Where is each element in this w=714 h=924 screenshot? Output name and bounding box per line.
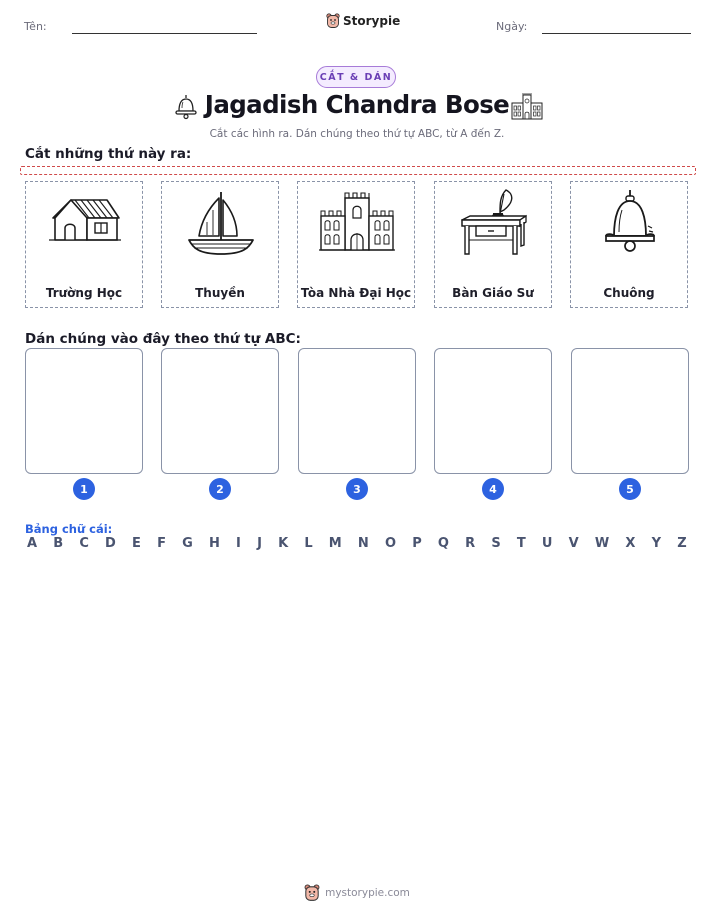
cut-card-5[interactable]	[570, 181, 688, 308]
slot-number-badge: 5	[619, 478, 641, 500]
paste-slot-1[interactable]	[25, 348, 143, 474]
cut-card-4[interactable]	[434, 181, 552, 308]
alphabet-letter: I	[236, 536, 241, 551]
storypie-mascot-icon	[326, 13, 340, 29]
alphabet-letter: S	[491, 536, 501, 551]
alphabet-letter: F	[157, 536, 166, 551]
alphabet-letter: T	[516, 536, 526, 551]
cut-guide-line	[20, 166, 696, 175]
cut-card-1[interactable]	[25, 181, 143, 308]
card-label: Chuông	[603, 286, 655, 300]
paste-section-heading: Dán chúng vào đây theo thứ tự ABC:	[25, 331, 301, 347]
cut-section-heading: Cắt những thứ này ra:	[25, 146, 192, 162]
footer	[0, 884, 714, 902]
brand-logo	[326, 13, 400, 29]
paste-slot-3[interactable]	[298, 348, 416, 474]
professor-desk-icon	[454, 188, 534, 260]
name-line	[72, 33, 257, 34]
alphabet-letter: W	[594, 536, 610, 551]
school-house-icon	[45, 188, 125, 250]
paste-slot-4[interactable]	[434, 348, 552, 474]
page-title: Jagadish Chandra Bose	[204, 90, 510, 119]
alphabet-letter: G	[182, 536, 193, 551]
university-doodle-icon	[510, 93, 544, 121]
university-building-icon	[317, 188, 397, 254]
brand-name: Storypie	[343, 14, 401, 28]
alphabet-letter: L	[304, 536, 313, 551]
slot-number-badge: 2	[209, 478, 231, 500]
alphabet-letter: H	[208, 536, 220, 551]
cut-card-3[interactable]	[297, 181, 415, 308]
alphabet-letter: C	[79, 536, 89, 551]
alphabet-letter: A	[27, 536, 38, 551]
alphabet-row	[27, 536, 687, 551]
alphabet-letter: D	[105, 536, 116, 551]
cut-card-2[interactable]	[161, 181, 279, 308]
alphabet-letter: R	[465, 536, 476, 551]
card-label: Bàn Giáo Sư	[452, 286, 534, 300]
activity-badge: CẮT & DÁN	[316, 66, 396, 88]
card-label: Thuyền	[195, 286, 245, 300]
alphabet-letter: U	[541, 536, 553, 551]
card-label: Tòa Nhà Đại Học	[300, 286, 412, 300]
alphabet-letter: O	[384, 536, 397, 551]
paste-slot-5[interactable]	[571, 348, 689, 474]
card-label: Trường Học	[45, 286, 123, 300]
storypie-mascot-icon	[304, 884, 320, 902]
bell-icon	[590, 188, 670, 256]
alphabet-letter: X	[625, 536, 636, 551]
alphabet-letter: J	[257, 536, 262, 551]
alphabet-heading: Bảng chữ cái:	[25, 522, 113, 536]
instructions-text: Cắt các hình ra. Dán chúng theo thứ tự ABC, từ A đến Z.	[209, 128, 505, 140]
date-line	[542, 33, 691, 34]
alphabet-letter: N	[357, 536, 369, 551]
alphabet-letter: Y	[651, 536, 662, 551]
paste-slot-2[interactable]	[161, 348, 279, 474]
slot-number-badge: 4	[482, 478, 504, 500]
alphabet-letter: V	[568, 536, 579, 551]
slot-number-badge: 3	[346, 478, 368, 500]
date-label: Ngày:	[496, 20, 528, 33]
name-label: Tên:	[24, 20, 47, 33]
alphabet-letter: Z	[677, 536, 687, 551]
slot-number-badge: 1	[73, 478, 95, 500]
alphabet-letter: E	[132, 536, 141, 551]
footer-url[interactable]: mystorypie.com	[325, 887, 410, 899]
alphabet-letter: P	[412, 536, 422, 551]
alphabet-letter: B	[53, 536, 64, 551]
sailboat-icon	[181, 188, 261, 260]
alphabet-letter: M	[328, 536, 342, 551]
alphabet-letter: Q	[437, 536, 449, 551]
alphabet-letter: K	[278, 536, 289, 551]
